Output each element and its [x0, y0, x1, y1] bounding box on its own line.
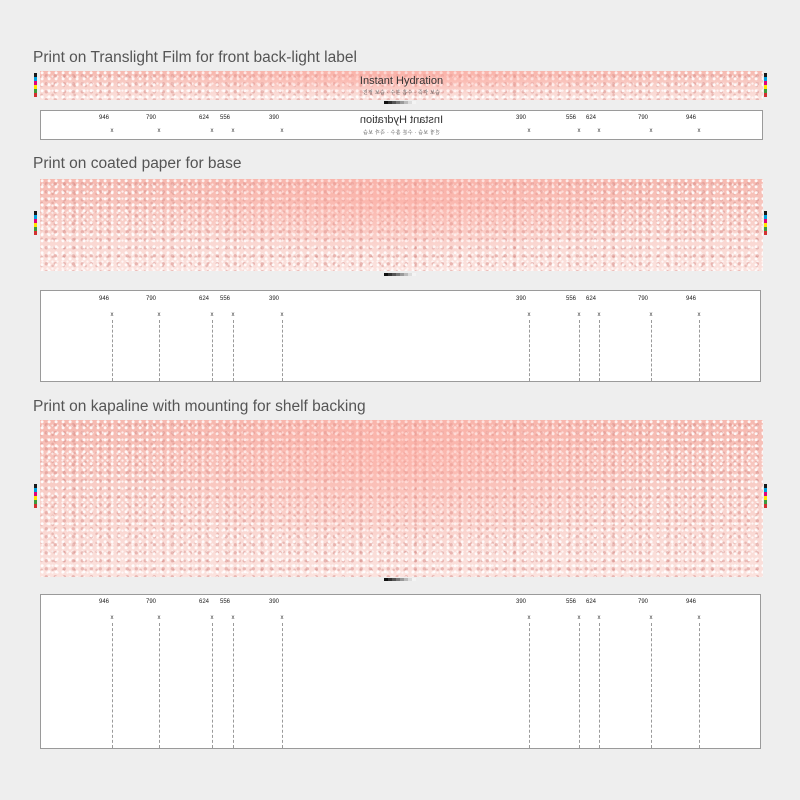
measurement-label-right-390: 390: [515, 296, 527, 302]
label-title: Instant Hydration: [359, 75, 444, 87]
fold-marker: x: [527, 312, 531, 318]
label-subtitle: 진정 보습 · 수분 흡수 · 즉각 보습: [362, 90, 441, 96]
registration-swatch: [34, 231, 37, 235]
fold-marker: x: [649, 615, 653, 621]
fold-line: [651, 623, 652, 748]
fold-marker: x: [210, 615, 214, 621]
measurement-label-right-556: 556: [565, 296, 577, 302]
measurement-label-left-946: 946: [98, 599, 110, 605]
measurement-label-right-390: 390: [515, 599, 527, 605]
measurement-label-left-790: 790: [145, 115, 157, 121]
fold-line: [529, 623, 530, 748]
fold-line: [529, 320, 530, 381]
grayscale-swatch: [412, 101, 416, 104]
fold-line: [212, 320, 213, 381]
shelf-backing-artwork: [40, 420, 763, 577]
fold-marker: x: [697, 615, 701, 621]
fold-marker: x: [231, 128, 235, 134]
fold-marker: x: [231, 615, 235, 621]
registration-swatch: [764, 231, 767, 235]
measurement-label-left-624: 624: [198, 115, 210, 121]
fold-marker: x: [697, 128, 701, 134]
base-dieline-box: [40, 290, 761, 382]
fold-line: [599, 320, 600, 381]
fold-marker: x: [527, 128, 531, 134]
measurement-label-left-624: 624: [198, 296, 210, 302]
shelf-backing-dieline-box: [40, 594, 761, 749]
grayscale-step-bar: [384, 273, 416, 276]
grayscale-swatch: [412, 273, 416, 276]
measurement-label-left-624: 624: [198, 599, 210, 605]
measurement-label-right-790: 790: [637, 115, 649, 121]
fold-marker: x: [597, 615, 601, 621]
fold-line: [159, 320, 160, 381]
registration-colorbar-left: [34, 484, 37, 508]
fold-marker: x: [157, 128, 161, 134]
registration-colorbar-right: [764, 73, 767, 97]
fold-line: [159, 623, 160, 748]
base-artwork: [40, 179, 763, 271]
measurement-label-left-790: 790: [145, 296, 157, 302]
fold-marker: x: [697, 312, 701, 318]
measurement-label-right-624: 624: [585, 115, 597, 121]
fold-line: [112, 320, 113, 381]
fold-marker: x: [527, 615, 531, 621]
fold-marker: x: [280, 615, 284, 621]
fold-marker: x: [280, 128, 284, 134]
fold-marker: x: [231, 312, 235, 318]
fold-line: [579, 623, 580, 748]
fold-line: [579, 320, 580, 381]
section-title-kapaline: Print on kapaline with mounting for shelf backing: [33, 398, 366, 415]
measurement-label-right-946: 946: [685, 115, 697, 121]
registration-colorbar-right: [764, 484, 767, 508]
measurement-label-right-556: 556: [565, 115, 577, 121]
fold-marker: x: [577, 312, 581, 318]
translight-label-artwork: [40, 71, 763, 100]
section-title-translight: Print on Translight Film for front back-light label: [33, 49, 357, 66]
fold-line: [112, 623, 113, 748]
measurement-label-left-556: 556: [219, 599, 231, 605]
measurement-label-left-946: 946: [98, 115, 110, 121]
grayscale-swatch: [412, 578, 416, 581]
fold-marker: x: [597, 312, 601, 318]
fold-marker: x: [649, 312, 653, 318]
fold-marker: x: [110, 615, 114, 621]
fold-line: [233, 623, 234, 748]
fold-marker: x: [210, 128, 214, 134]
registration-swatch: [764, 504, 767, 508]
fold-marker: x: [157, 615, 161, 621]
measurement-label-right-556: 556: [565, 599, 577, 605]
fold-line: [699, 623, 700, 748]
registration-swatch: [34, 93, 37, 97]
registration-colorbar-right: [764, 211, 767, 235]
fold-marker: x: [110, 128, 114, 134]
fold-marker: x: [110, 312, 114, 318]
section-title-coated-paper: Print on coated paper for base: [33, 155, 242, 172]
registration-swatch: [764, 93, 767, 97]
fold-marker: x: [597, 128, 601, 134]
fold-marker: x: [577, 128, 581, 134]
fold-line: [699, 320, 700, 381]
registration-colorbar-left: [34, 73, 37, 97]
fold-marker: x: [577, 615, 581, 621]
measurement-label-right-946: 946: [685, 599, 697, 605]
translight-dieline-box: [40, 110, 763, 140]
measurement-label-left-556: 556: [219, 115, 231, 121]
fold-marker: x: [280, 312, 284, 318]
fold-line: [651, 320, 652, 381]
fold-marker: x: [649, 128, 653, 134]
fold-line: [233, 320, 234, 381]
measurement-label-right-390: 390: [515, 115, 527, 121]
fold-line: [212, 623, 213, 748]
measurement-label-right-624: 624: [585, 599, 597, 605]
measurement-label-right-790: 790: [637, 296, 649, 302]
measurement-label-left-790: 790: [145, 599, 157, 605]
measurement-label-right-790: 790: [637, 599, 649, 605]
fold-marker: x: [210, 312, 214, 318]
registration-colorbar-left: [34, 211, 37, 235]
grayscale-step-bar: [384, 578, 416, 581]
measurement-label-left-390: 390: [268, 599, 280, 605]
measurement-label-left-390: 390: [268, 296, 280, 302]
grayscale-step-bar: [384, 101, 416, 104]
measurement-label-left-946: 946: [98, 296, 110, 302]
mirrored-label-subtitle: 진정 보습 · 수분 흡수 · 즉각 보습: [362, 130, 441, 136]
fold-marker: x: [157, 312, 161, 318]
registration-swatch: [34, 504, 37, 508]
mirrored-label-title: Instant Hydration: [359, 114, 444, 126]
measurement-label-left-556: 556: [219, 296, 231, 302]
fold-line: [282, 623, 283, 748]
fold-line: [282, 320, 283, 381]
measurement-label-left-390: 390: [268, 115, 280, 121]
fold-line: [599, 623, 600, 748]
measurement-label-right-946: 946: [685, 296, 697, 302]
measurement-label-right-624: 624: [585, 296, 597, 302]
